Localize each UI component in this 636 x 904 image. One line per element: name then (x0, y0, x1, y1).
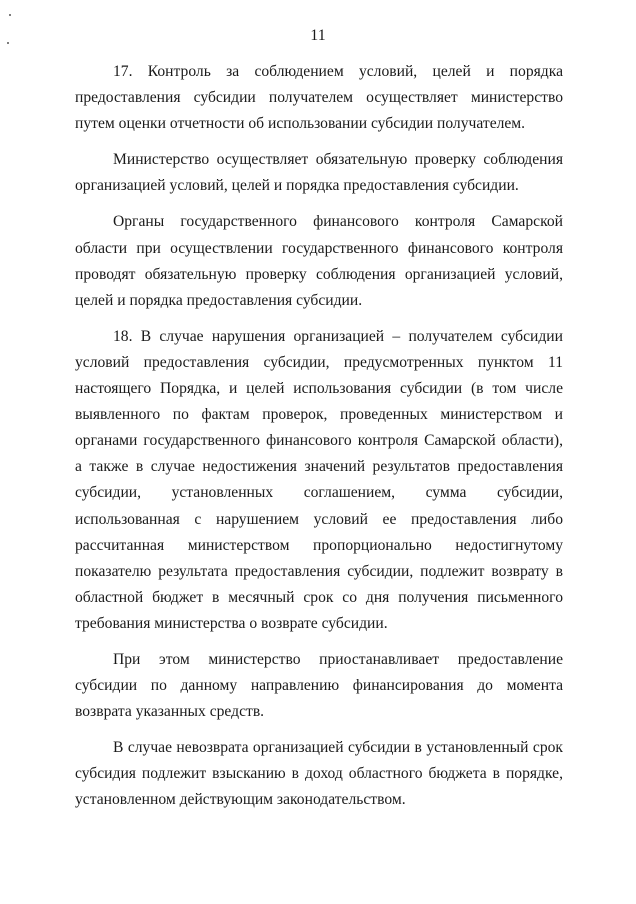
page-number: 11 (310, 27, 326, 44)
paragraph-control-bodies: Органы государственного финансового контроля Самарской области при осуществлении государственного финансового контроля проводят обязательную проверку соблюдения организацией условий, целей и порядка предоставления субсидии. (75, 213, 563, 309)
paragraph-18: 18. В случае нарушения организацией – получателем субсидии условий предоставления субсидии, предусмотренных пунктом 11 настоящего Порядка, и целей использования субсидии (в том числе выявленного по фактам проверок, проведенных министерством и органами государственного финансового контроля Самарской области), а также в случае недостижения значений результатов предоставления субсидии, установленных соглашением, сумма субсидии, использованная с нарушением условий ее предоставления либо рассчитанная министерством пропорционально недостигнутому показателю результата предоставления субсидии, подлежит возврату в областной бюджет в месячный срок со дня получения письменного требования министерства о возврате субсидии. (75, 327, 563, 632)
document-body (75, 59, 563, 824)
paragraph-17: 17. Контроль за соблюдением условий, целей и порядка предоставления субсидии получателем осуществляет министерство путем оценки отчетности об использовании субсидии получателем. (75, 63, 563, 133)
paragraph-suspension: При этом министерство приостанавливает предоставление субсидии по данному направлению финансирования до момента возврата указанных средств. (75, 650, 563, 721)
paragraph-recovery: В случае невозврата организацией субсидии в установленный срок субсидия подлежит взысканию в доход областного бюджета в порядке, установленном действующим законодательством. (75, 739, 563, 809)
scan-speck (9, 14, 11, 16)
paragraph-ministry-check: Министерство осуществляет обязательную проверку соблюдения организацией условий, целей и порядка предоставления субсидии. (75, 151, 563, 195)
